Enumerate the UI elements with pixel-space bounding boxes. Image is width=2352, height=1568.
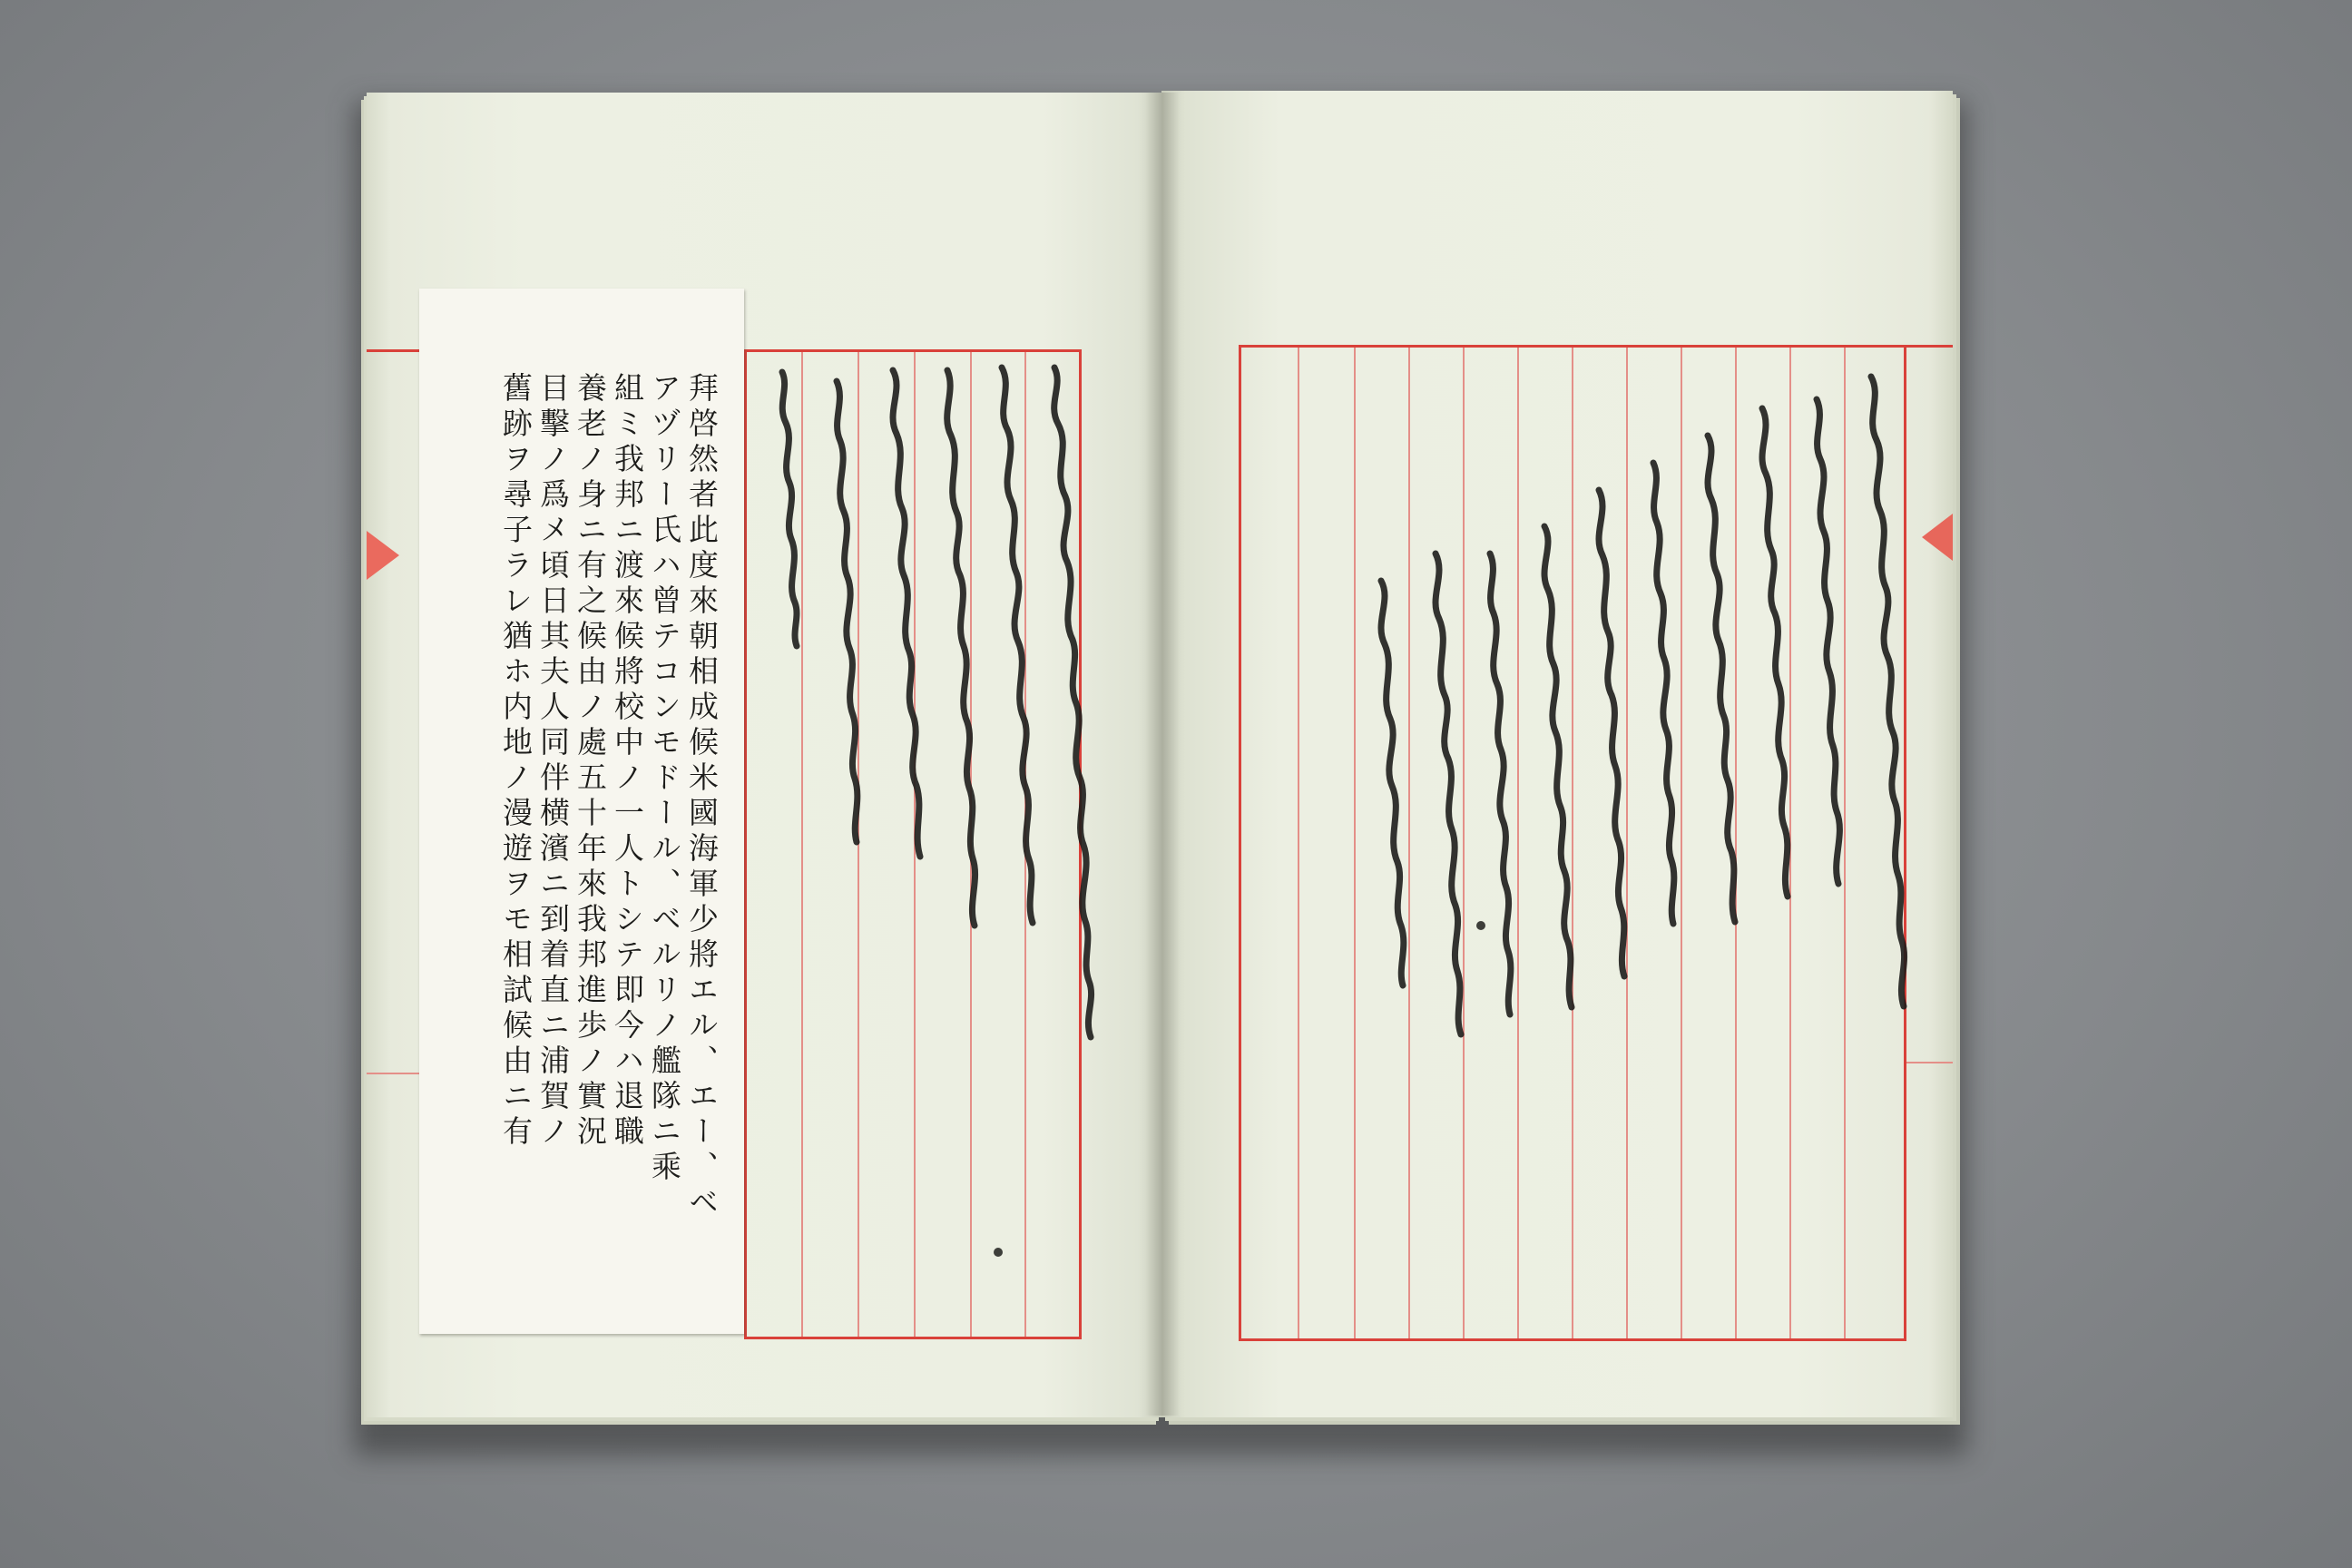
printed-slip-text [497,372,720,1279]
slip-line-6: 舊跡ヲ尋子ラレ猶ホ内地ノ漫遊ヲモ相試候由ニ有 [498,372,534,1151]
column-rule [1517,348,1519,1338]
slip-line-2: アヅリー氏ハ曾テコンモドール、ベルリノ艦隊ニ乘 [647,372,682,1186]
column-rule [1354,348,1356,1338]
column-rule [1844,348,1846,1338]
book-gutter [1145,93,1180,1416]
left-margin-ruling-top [367,349,421,352]
column-rule [1298,348,1299,1338]
right-margin-ruling-top [1904,345,1953,348]
column-rule [858,352,859,1337]
slip-line-5: 目擊ノ爲メ頃日其夫人同伴横濱ニ到着直ニ浦賀ノ [535,372,571,1151]
slip-line-4: 養老ノ身ニ有之候由ノ處五十年來我邦進歩ノ實況 [573,372,608,1151]
printed-slip [419,289,744,1334]
right-ruled-frame [1239,345,1906,1341]
column-rule [1408,348,1410,1338]
slip-line-1: 拜啓然者此度來朝相成候米國海軍少將エル、エー、ベ [684,372,720,1221]
left-ruled-frame [744,349,1082,1339]
column-rule [801,352,803,1337]
slip-line-3: 組ミ我邦ニ渡來候將校中ノ一人トシテ即今ハ退職 [610,372,645,1151]
left-margin-ruling-mid [367,1073,421,1074]
column-rule [1463,348,1465,1338]
column-rule [1789,348,1791,1338]
column-rule [914,352,916,1337]
column-rule [1024,352,1026,1337]
column-rule [970,352,972,1337]
right-margin-ruling-mid [1904,1062,1953,1063]
column-rule [1681,348,1682,1338]
column-rule [1626,348,1628,1338]
column-rule [1572,348,1573,1338]
column-rule [1735,348,1737,1338]
